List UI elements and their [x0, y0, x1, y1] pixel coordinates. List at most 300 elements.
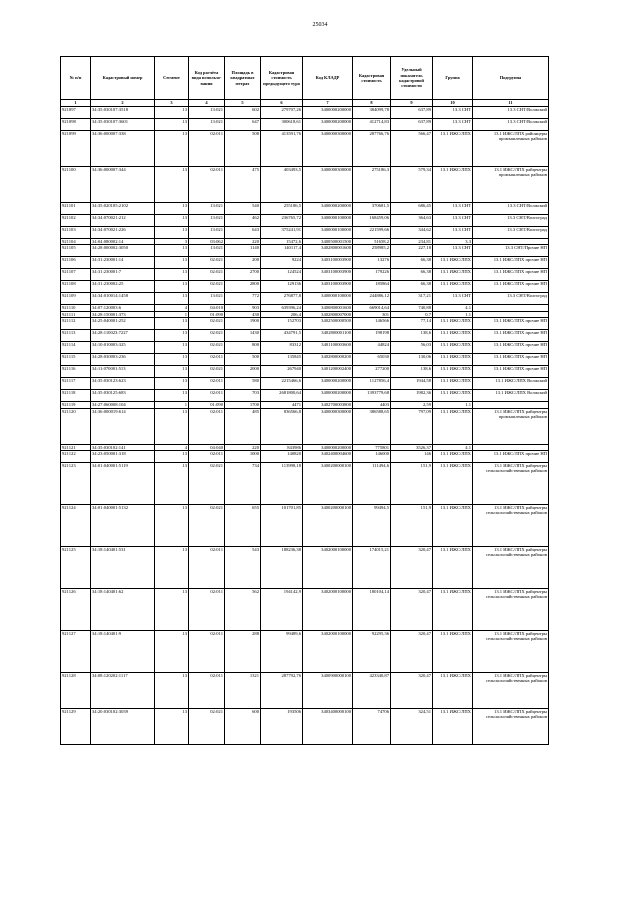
segment-cell: 13 — [155, 378, 189, 390]
usage-code-cell: 02:011 — [189, 354, 225, 366]
kladr-code-cell: 3403100003900 — [303, 257, 353, 269]
subgroup-cell: 13.1 ИЖС/ЛПХ райцентры сельскохозяйственных районов — [473, 463, 549, 505]
cadastral-number-cell: 34:35:030107:3601 — [91, 119, 155, 131]
table-row — [61, 281, 549, 293]
specific-cost-cell: 130,06 — [391, 354, 433, 366]
segment-cell: 13 — [155, 330, 189, 342]
area-cell: 647 — [225, 119, 261, 131]
previous-cost-cell: 194142,9 — [261, 589, 303, 631]
cadastral-cost-cell: 221599,66 — [353, 227, 391, 239]
segment-cell: 13 — [155, 354, 189, 366]
usage-code-cell: 02:021 — [189, 318, 225, 330]
row-number-cell: 921111 — [61, 311, 91, 317]
kladr-code-cell: 3400000300000 — [303, 131, 353, 167]
specific-cost-cell: 317,21 — [391, 293, 433, 305]
kladr-code-cell: 3400000100000 — [303, 215, 353, 227]
kladr-code-cell: 3403100003900 — [303, 269, 353, 281]
specific-cost-cell: 56,03 — [391, 342, 433, 354]
group-cell: 13.3 СНТ — [433, 215, 473, 227]
cadastral-number-cell: 34:34:010014:1458 — [91, 293, 155, 305]
cadastral-cost-cell: 99494,5 — [353, 505, 391, 547]
previous-cost-cell: 83312 — [261, 342, 303, 354]
kladr-code-cell: 3400900000100 — [303, 673, 353, 709]
segment-cell: 13 — [155, 463, 189, 505]
specific-cost-cell: 2,59 — [391, 402, 433, 408]
cadastral-number-cell: 34:01:040001:5132 — [91, 505, 155, 547]
cadastral-number-cell: 34:36:000007:344 — [91, 167, 155, 203]
segment-cell: 13 — [155, 709, 189, 745]
usage-code-cell: 02:011 — [189, 378, 225, 390]
segment-cell: 13 — [155, 281, 189, 293]
subgroup-cell: 13.1 ИЖС/ЛПХ райцентры сельскохозяйственных районов — [473, 547, 549, 589]
column-number: 3 — [155, 100, 189, 107]
usage-code-cell: 13:021 — [189, 293, 225, 305]
segment-cell: 13 — [155, 366, 189, 378]
previous-cost-cell: 152703 — [261, 318, 303, 330]
usage-code-cell: 02:011 — [189, 673, 225, 709]
table-row — [61, 673, 549, 709]
table-row — [61, 451, 549, 463]
cadastral-cost-cell: 370681,5 — [353, 203, 391, 215]
cadastral-number-cell: 34:35:030123:623 — [91, 378, 155, 390]
area-cell: 643 — [225, 227, 261, 239]
specific-cost-cell: 320,47 — [391, 547, 433, 589]
row-number-cell: 921126 — [61, 589, 91, 631]
kladr-code-cell: 3400000200000 — [303, 203, 353, 215]
area-cell: 1430 — [225, 330, 261, 342]
specific-cost-cell: 138,6 — [391, 330, 433, 342]
subgroup-cell: 13.1 ИЖС/ЛПХ райцентры сельскохозяйственных районов — [473, 505, 549, 547]
kladr-code-cell: 3403400000100 — [303, 709, 353, 745]
row-number-cell: 921108 — [61, 281, 91, 293]
table-row — [61, 293, 549, 305]
row-number-cell: 921113 — [61, 330, 91, 342]
kladr-code-cell: 3402800007000 — [303, 311, 353, 317]
usage-code-cell: 13:021 — [189, 107, 225, 119]
subgroup-cell: 13.3 СНТ/Волжский — [473, 203, 549, 215]
segment-cell: 13 — [155, 107, 189, 119]
table-row — [61, 390, 549, 402]
cadastral-cost-cell: 412714,83 — [353, 119, 391, 131]
area-cell: 508 — [225, 131, 261, 167]
kladr-code-cell: 3402000100000 — [303, 631, 353, 673]
column-number: 5 — [225, 100, 261, 107]
header-cell: Кадастровая стоимость — [353, 57, 391, 100]
usage-code-cell: 02:011 — [189, 547, 225, 589]
group-cell: 4.1 — [433, 305, 473, 311]
kladr-code-cell: 3402800000200 — [303, 354, 353, 366]
area-cell: 562 — [225, 589, 261, 631]
area-cell: 220 — [225, 239, 261, 245]
cadastral-cost-cell: 244886,12 — [353, 293, 391, 305]
segment-cell: 13 — [155, 269, 189, 281]
area-cell: 1700 — [225, 402, 261, 408]
usage-code-cell: 02:011 — [189, 167, 225, 203]
row-number-cell: 921116 — [61, 366, 91, 378]
area-cell: 602 — [225, 107, 261, 119]
usage-code-cell: 02:021 — [189, 342, 225, 354]
previous-cost-cell: 2215466,6 — [261, 378, 303, 390]
previous-cost-cell: 2681800,64 — [261, 390, 303, 402]
group-cell: 4.1 — [433, 444, 473, 450]
specific-cost-cell: 151,9 — [391, 505, 433, 547]
row-number-cell: 921118 — [61, 390, 91, 402]
table-row — [61, 463, 549, 505]
area-cell: 703 — [225, 390, 261, 402]
cadastral-number-cell: 34:27:060008:104 — [91, 402, 155, 408]
row-number-cell: 921128 — [61, 673, 91, 709]
cadastral-number-cell: 34:18:140401:62 — [91, 589, 155, 631]
column-number: 10 — [433, 100, 473, 107]
cadastral-cost-cell: 775801 — [353, 444, 391, 450]
area-cell: 200 — [225, 257, 261, 269]
row-number-cell: 921125 — [61, 547, 91, 589]
table-row — [61, 709, 549, 745]
usage-code-cell: 13:021 — [189, 119, 225, 131]
group-cell: 13.1 ИЖС/ЛПХ — [433, 547, 473, 589]
cadastral-cost-cell: 301 — [353, 311, 391, 317]
segment-cell: 13 — [155, 245, 189, 257]
group-cell: 13.1 ИЖС/ЛПХ — [433, 167, 473, 203]
group-cell: 13.1 ИЖС/ЛПХ — [433, 673, 473, 709]
kladr-code-cell: 3402000100000 — [303, 547, 353, 589]
previous-cost-cell: 279707,26 — [261, 107, 303, 119]
subgroup-cell: 13.1 ИЖС/ЛПХ райцентры сельскохозяйственных районов — [473, 589, 549, 631]
cadastral-number-cell: 34:20:030102:3039 — [91, 709, 155, 745]
area-cell: 2800 — [225, 281, 261, 293]
group-cell: 13.1 ИЖС/ЛПХ — [433, 408, 473, 444]
subgroup-cell: 13.1 ИЖС/ЛПХ прочие НП — [473, 330, 549, 342]
kladr-code-cell: 3400200000100 — [303, 505, 353, 547]
kladr-code-cell: 3402400004600 — [303, 451, 353, 463]
segment-cell: 13 — [155, 408, 189, 444]
specific-cost-cell: 227,18 — [391, 245, 433, 257]
usage-code-cell: 02:021 — [189, 366, 225, 378]
kladr-code-cell: 3402800001100 — [303, 330, 353, 342]
area-cell: 2700 — [225, 269, 261, 281]
subgroup-cell: 13.1 ИЖС/ЛПХ прочие НП — [473, 366, 549, 378]
table-row — [61, 318, 549, 330]
kladr-code-cell: 3401200002400 — [303, 366, 353, 378]
group-cell: 13.1 ИЖС/ЛПХ — [433, 330, 473, 342]
kladr-code-cell: 3400000100000 — [303, 227, 353, 239]
kladr-code-cell: 3400800001600 — [303, 305, 353, 311]
cadastral-cost-cell: 180104,14 — [353, 589, 391, 631]
previous-cost-cell: 188236,38 — [261, 547, 303, 589]
row-number-cell: 921101 — [61, 203, 91, 215]
cadastral-number-cell: 34:35:030125:683 — [91, 390, 155, 402]
previous-cost-cell: 403493,5 — [261, 167, 303, 203]
cadastral-cost-cell: 198198 — [353, 330, 391, 342]
table-row — [61, 354, 549, 366]
segment-cell: 3 — [155, 239, 189, 245]
area-cell: 655 — [225, 505, 261, 547]
usage-code-cell: 02:011 — [189, 408, 225, 444]
subgroup-cell: 13.1 ИЖС/ЛПХ райцентры сельскохозяйственных районов — [473, 631, 549, 673]
usage-code-cell: 02:011 — [189, 631, 225, 673]
previous-cost-cell: 99489,6 — [261, 631, 303, 673]
column-number: 11 — [473, 100, 549, 107]
cadastral-cost-cell: 111494,6 — [353, 463, 391, 505]
row-number-cell: 921123 — [61, 463, 91, 505]
specific-cost-cell: 3526,37 — [391, 444, 433, 450]
area-cell: 475 — [225, 167, 261, 203]
usage-code-cell: 13:021 — [189, 203, 225, 215]
segment-cell: 1 — [155, 402, 189, 408]
kladr-code-cell: 3402500000500 — [303, 318, 353, 330]
header-cell: Удельный показатель кадастровой стоимости — [391, 57, 433, 100]
segment-cell: 13 — [155, 589, 189, 631]
row-number-cell: 921119 — [61, 402, 91, 408]
cadastral-number-cell: 34:04:080002:14 — [91, 239, 155, 245]
cadastral-number-cell: 34:28:150001:373 — [91, 311, 155, 317]
cadastral-number-cell: 34:35:030102:141 — [91, 444, 155, 450]
previous-cost-cell: 287792,76 — [261, 673, 303, 709]
cadastral-number-cell: 34:11:070001:513 — [91, 366, 155, 378]
previous-cost-cell: 434791,5 — [261, 330, 303, 342]
usage-code-cell: 13:021 — [189, 215, 225, 227]
previous-cost-cell: 140117,4 — [261, 245, 303, 257]
group-cell: 3.3 — [433, 239, 473, 245]
usage-code-cell: 01:090 — [189, 402, 225, 408]
area-cell: 2000 — [225, 366, 261, 378]
cadastral-cost-cell: 384099,78 — [353, 107, 391, 119]
table-row — [61, 408, 549, 444]
previous-cost-cell: 276877,8 — [261, 293, 303, 305]
table-row — [61, 245, 549, 257]
previous-cost-cell: 193506 — [261, 709, 303, 745]
subgroup-cell: 13.1 ИЖС/ЛПХ прочие НП — [473, 257, 549, 269]
cadastral-cost-cell: 13276 — [353, 257, 391, 269]
usage-code-cell: 02:011 — [189, 451, 225, 463]
specific-cost-cell: 320,47 — [391, 673, 433, 709]
row-number-cell: 921098 — [61, 119, 91, 131]
cadastral-number-cell: 34:18:140401:531 — [91, 547, 155, 589]
previous-cost-cell: 101701,85 — [261, 505, 303, 547]
table-row — [61, 227, 549, 239]
segment-cell: 13 — [155, 293, 189, 305]
specific-cost-cell: 324,51 — [391, 709, 433, 745]
table-row — [61, 589, 549, 631]
specific-cost-cell: 797,09 — [391, 408, 433, 444]
row-number-cell: 921120 — [61, 408, 91, 444]
table-row — [61, 107, 549, 119]
subgroup-cell: 13.3 СНТ/Волжский — [473, 119, 549, 131]
usage-code-cell: 02:021 — [189, 709, 225, 745]
table-row — [61, 215, 549, 227]
table-row — [61, 342, 549, 354]
segment-cell: 13 — [155, 131, 189, 167]
previous-cost-cell: 843986 — [261, 444, 303, 450]
previous-cost-cell: 9224 — [261, 257, 303, 269]
previous-cost-cell: 113998,18 — [261, 463, 303, 505]
subgroup-cell: 13.1 ИЖС/ЛПХ прочие НП — [473, 281, 549, 293]
cadastral-cost-cell: 275186,3 — [353, 167, 391, 203]
subgroup-cell: 13.1 ИЖС/ЛПХ прочие НП — [473, 451, 549, 463]
row-number-cell: 921109 — [61, 293, 91, 305]
subgroup-cell: 13.1 ИЖС/ЛПХ прочие НП — [473, 342, 549, 354]
cadastral-cost-cell: 92295,36 — [353, 631, 391, 673]
previous-cost-cell: 375241,91 — [261, 227, 303, 239]
area-cell: 462 — [225, 215, 261, 227]
row-number-cell: 921107 — [61, 269, 91, 281]
cadastral-number-cell: 34:25:040001:252 — [91, 318, 155, 330]
area-cell: 220 — [225, 444, 261, 450]
specific-cost-cell: 579,34 — [391, 167, 433, 203]
column-number: 8 — [353, 100, 391, 107]
segment-cell: 13 — [155, 342, 189, 354]
usage-code-cell: 04:040 — [189, 444, 225, 450]
segment-cell: 4 — [155, 444, 189, 450]
row-number-cell: 921105 — [61, 245, 91, 257]
area-cell: 600 — [225, 709, 261, 745]
specific-cost-cell: 1982,36 — [391, 390, 433, 402]
header-cell: Группа — [433, 57, 473, 100]
usage-code-cell: 03:062 — [189, 239, 225, 245]
row-number-cell: 921099 — [61, 131, 91, 167]
segment-cell: 13 — [155, 227, 189, 239]
area-cell: 485 — [225, 408, 261, 444]
row-number-cell: 921121 — [61, 444, 91, 450]
kladr-code-cell: 3400200000100 — [303, 463, 353, 505]
table-row — [61, 257, 549, 269]
area-cell: 1000 — [225, 451, 261, 463]
table-row — [61, 131, 549, 167]
header-cell: Код расчёта вида использо-вания — [189, 57, 225, 100]
group-cell: 13.1 ИЖС/ЛПХ — [433, 505, 473, 547]
previous-cost-cell: 140820 — [261, 451, 303, 463]
group-cell: 1.1 — [433, 311, 473, 317]
area-cell: 1321 — [225, 673, 261, 709]
header-cell: Площадь в квадратных метрах — [225, 57, 261, 100]
previous-cost-cell: 255186,5 — [261, 203, 303, 215]
row-number-cell: 921114 — [61, 342, 91, 354]
previous-cost-cell: 413591,76 — [261, 131, 303, 167]
cadastral-cost-cell: 1393779,68 — [353, 390, 391, 402]
group-cell: 13.1 ИЖС/ЛПХ — [433, 451, 473, 463]
previous-cost-cell: 206,4 — [261, 311, 303, 317]
specific-cost-cell: 637,89 — [391, 107, 433, 119]
table-row — [61, 119, 549, 131]
cadastral-number-cell: 34:10:010003:325 — [91, 342, 155, 354]
table-body — [61, 107, 549, 745]
usage-code-cell: 02:011 — [189, 390, 225, 402]
kladr-code-cell: 3402800001600 — [303, 245, 353, 257]
cadastral-cost-cell: 74706 — [353, 709, 391, 745]
cadastral-cost-cell: 4403 — [353, 402, 391, 408]
cadastral-cost-cell: 65030 — [353, 354, 391, 366]
area-cell: 903 — [225, 305, 261, 311]
group-cell: 13.1 ИЖС/ЛПХ — [433, 589, 473, 631]
subgroup-cell: 13.1 ИЖС/ЛПХ райцентры сельскохозяйственных районов — [473, 709, 549, 745]
subgroup-cell: 13.1 ИЖС/ЛПХ прочие НП — [473, 318, 549, 330]
cadastral-number-cell: 34:34:070021:212 — [91, 215, 155, 227]
kladr-code-cell: 3400000200000 — [303, 378, 353, 390]
cadastral-cost-cell: 287766,76 — [353, 131, 391, 167]
cadastral-cost-cell: 179226 — [353, 269, 391, 281]
usage-code-cell: 02:021 — [189, 463, 225, 505]
cadastral-number-cell: 34:35:020105:2102 — [91, 203, 155, 215]
previous-cost-cell: 267940 — [261, 366, 303, 378]
usage-code-cell: 02:021 — [189, 281, 225, 293]
specific-cost-cell: 566,47 — [391, 131, 433, 167]
area-cell: 800 — [225, 342, 261, 354]
table-row — [61, 631, 549, 673]
specific-cost-cell: 234,81 — [391, 239, 433, 245]
row-number-cell: 921122 — [61, 451, 91, 463]
group-cell: 13.3 СНТ — [433, 245, 473, 257]
segment-cell: 13 — [155, 631, 189, 673]
row-number-cell: 921112 — [61, 318, 91, 330]
cadastral-number-cell: 34:28:110023:7227 — [91, 330, 155, 342]
row-number-cell: 921100 — [61, 167, 91, 203]
group-cell: 13.3 СНТ — [433, 119, 473, 131]
area-cell: 734 — [225, 463, 261, 505]
segment-cell: 13 — [155, 673, 189, 709]
group-cell: 13.1 ИЖС/ЛПХ — [433, 342, 473, 354]
specific-cost-cell: 66,38 — [391, 257, 433, 269]
header-cell: Сегмент — [155, 57, 189, 100]
subgroup-cell: 13.1 ИЖС/ЛПХ прочие НП — [473, 269, 549, 281]
cadastral-number-cell: 34:31:230002:25 — [91, 281, 155, 293]
specific-cost-cell: 146 — [391, 451, 433, 463]
row-number-cell: 921127 — [61, 631, 91, 673]
kladr-code-cell: 3400000300000 — [303, 408, 353, 444]
subgroup-cell: 13.1 ИЖС/ЛПХ Волжский — [473, 378, 549, 390]
subgroup-cell: 13.3 СНТ/Волжский — [473, 107, 549, 119]
kladr-code-cell: 3400000200000 — [303, 107, 353, 119]
area-cell: 1140 — [225, 245, 261, 257]
cadastral-number-cell: 34:08:120202:1117 — [91, 673, 155, 709]
table-row — [61, 378, 549, 390]
usage-code-cell: 02:011 — [189, 131, 225, 167]
previous-cost-cell: 639396,24 — [261, 305, 303, 311]
segment-cell: 13 — [155, 547, 189, 589]
header-cell: Кадастровая стоимость предыдущего тура — [261, 57, 303, 100]
cadastral-cost-cell: 146000 — [353, 451, 391, 463]
table-row — [61, 269, 549, 281]
specific-cost-cell: 151,9 — [391, 463, 433, 505]
subgroup-cell: 13.3 СНТ/Волгоград — [473, 215, 549, 227]
cadastral-number-cell: 34:35:030107:3518 — [91, 107, 155, 119]
kladr-code-cell: 3400000100000 — [303, 293, 353, 305]
segment-cell: 13 — [155, 505, 189, 547]
group-cell: 13.3 СНТ — [433, 107, 473, 119]
row-number-cell: 921117 — [61, 378, 91, 390]
previous-cost-cell: 124524 — [261, 269, 303, 281]
group-cell: 13.1 ИЖС/ЛПХ — [433, 709, 473, 745]
row-number-cell: 921124 — [61, 505, 91, 547]
kladr-code-cell: 3400000200000 — [303, 444, 353, 450]
subgroup-cell: 13.1 ИЖС/ЛПХ райцентры промышленных районов — [473, 167, 549, 203]
column-number: 2 — [91, 100, 155, 107]
cadastral-number-cell: 34:01:040001:5119 — [91, 463, 155, 505]
previous-cost-cell: 300618,61 — [261, 119, 303, 131]
cadastral-cost-cell: 168459,06 — [353, 215, 391, 227]
group-cell: 13.1 ИЖС/ЛПХ — [433, 281, 473, 293]
subgroup-cell: 13.1 ИЖС/ЛПХ Волжский — [473, 390, 549, 402]
cadastral-cost-cell: 174015,21 — [353, 547, 391, 589]
specific-cost-cell: 364,63 — [391, 215, 433, 227]
area-cell: 772 — [225, 293, 261, 305]
column-number: 1 — [61, 100, 91, 107]
area-cell: 580 — [225, 378, 261, 390]
area-cell: 540 — [225, 203, 261, 215]
header-row — [61, 57, 549, 100]
segment-cell: 13 — [155, 318, 189, 330]
column-number: 9 — [391, 100, 433, 107]
group-cell: 13.1 ИЖС/ЛПХ — [433, 463, 473, 505]
